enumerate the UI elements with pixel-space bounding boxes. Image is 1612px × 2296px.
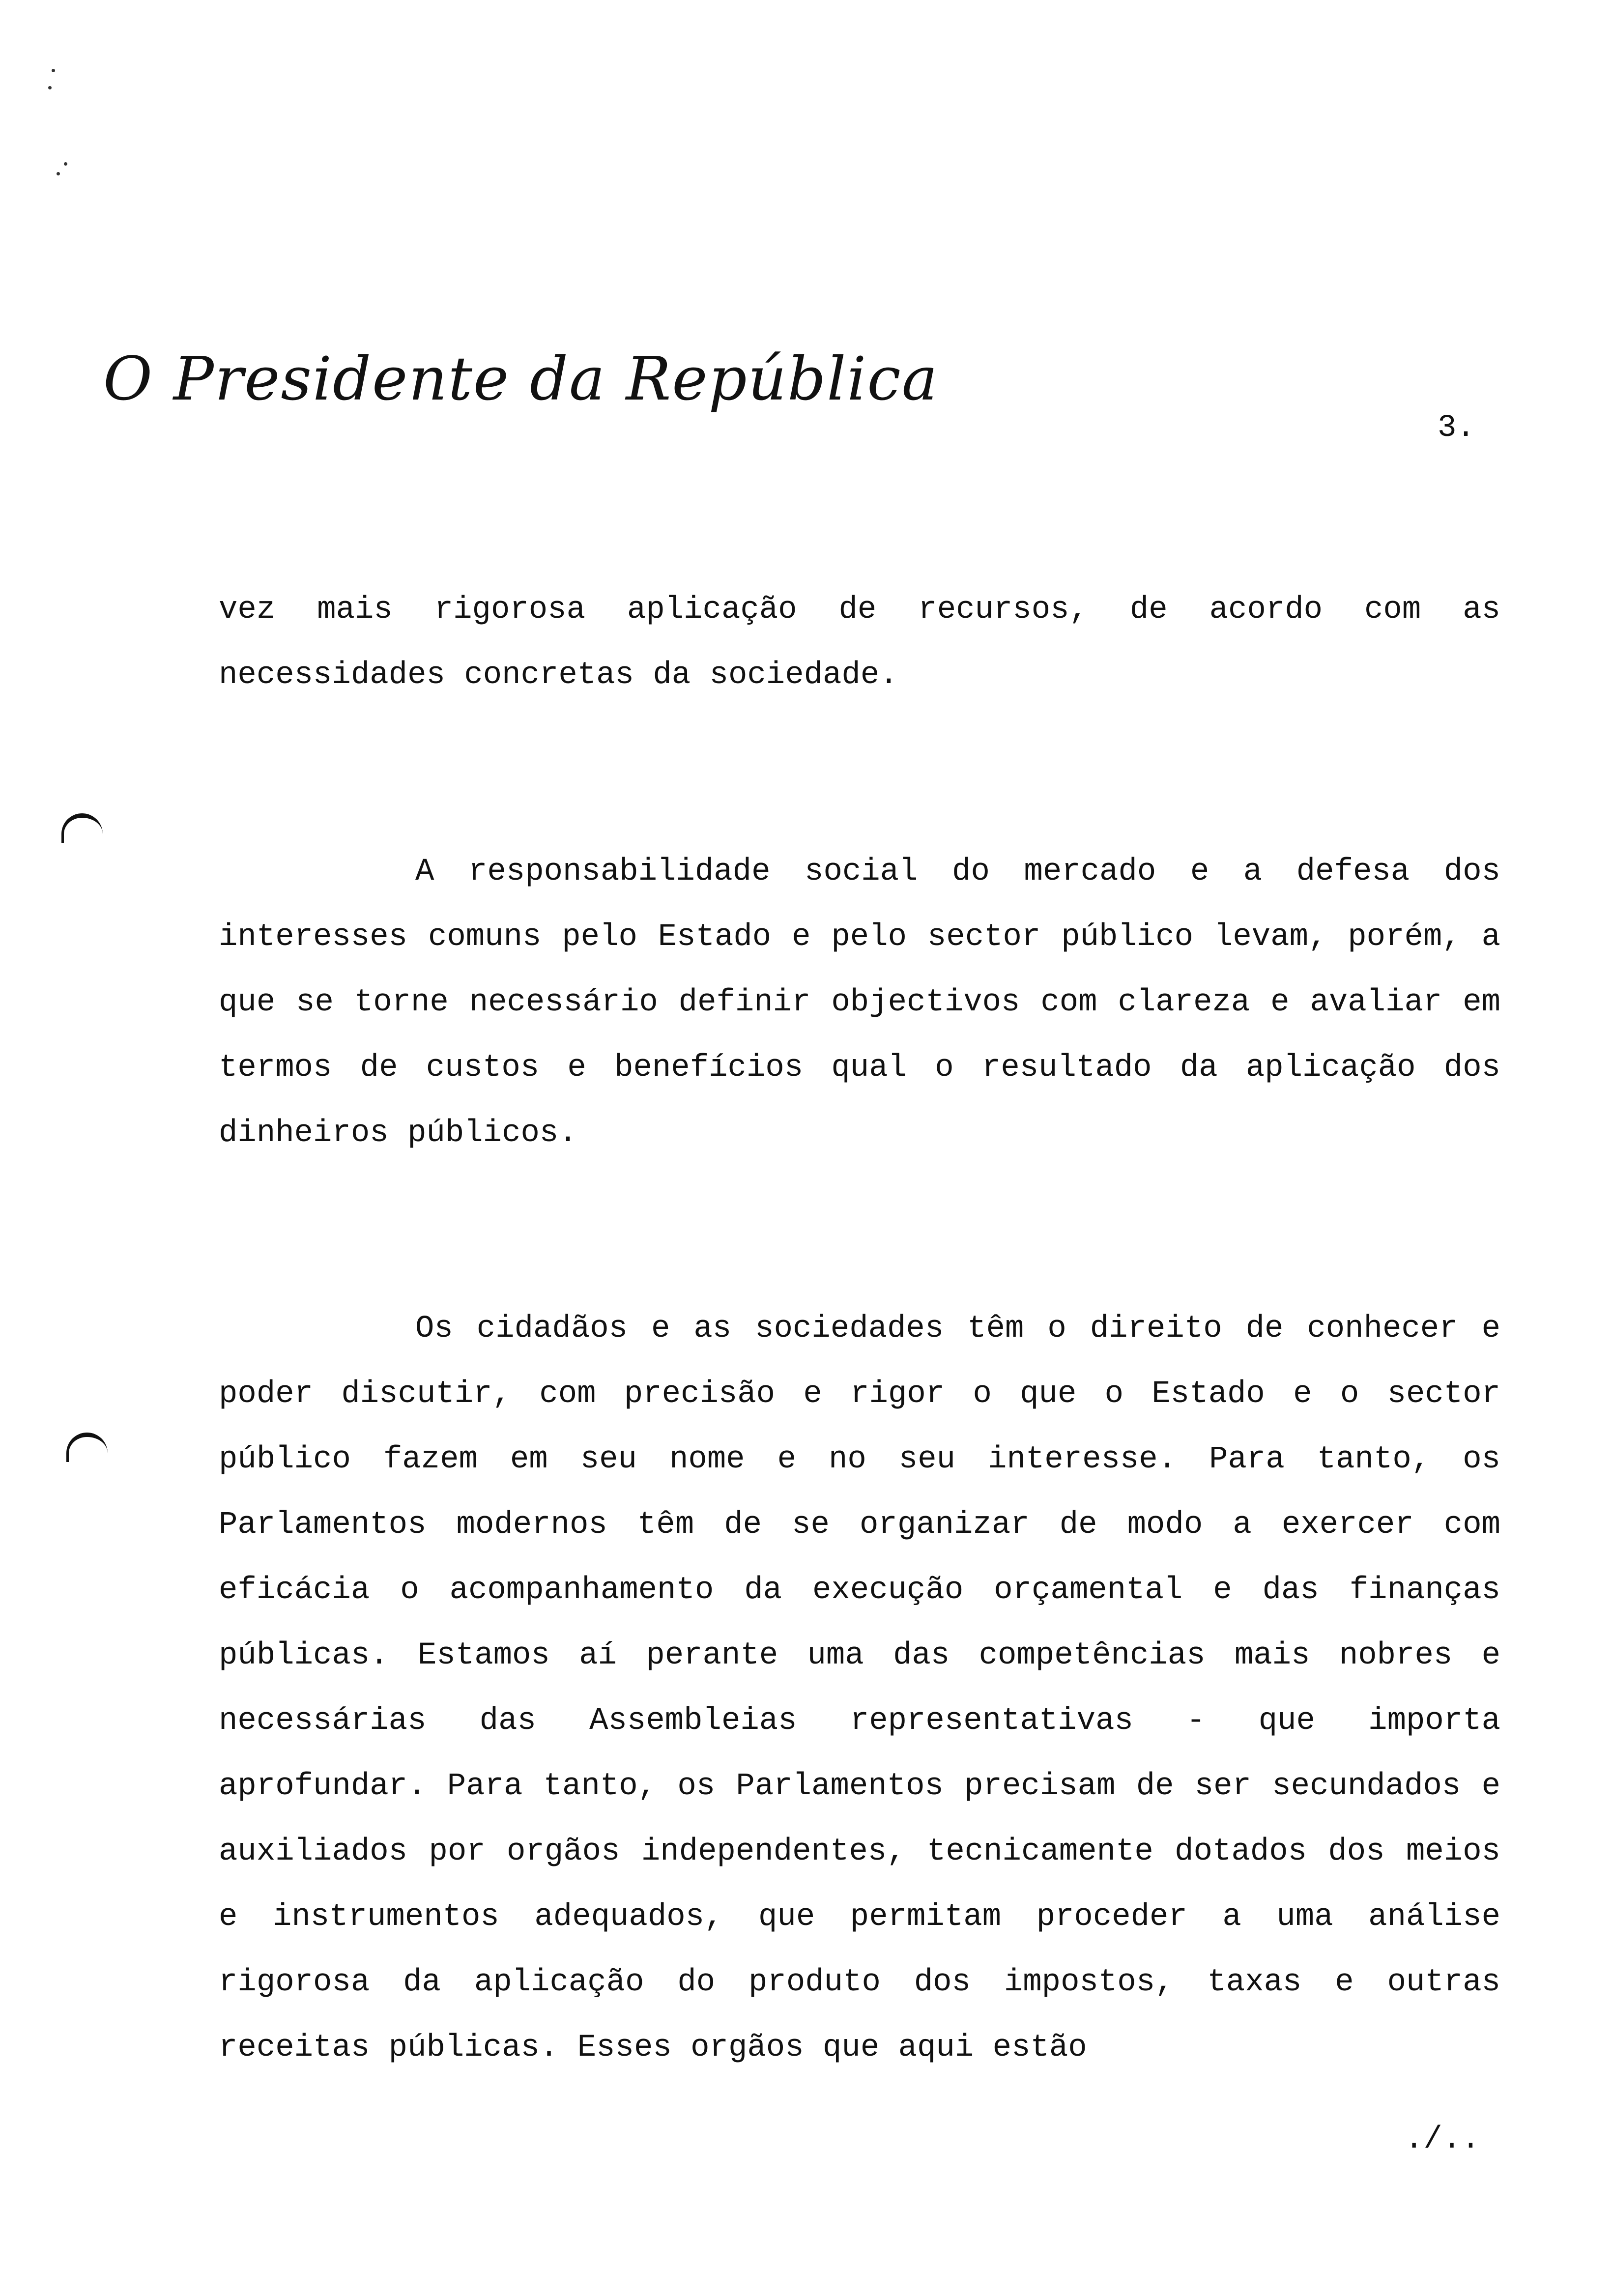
scan-speck [52,69,55,72]
paragraph-2 [219,839,1500,1166]
page-number: 3. [1438,410,1475,446]
letterhead-title: O Presidente da República [103,344,939,414]
scan-speck [48,86,52,89]
scan-speck [64,162,67,166]
paragraph-3 [219,1296,1500,2081]
paragraph-text: A responsabilidade social do mercado e a defesa dos interesses comuns pelo Estado e pelo sector público levam, porém, a que se torne necessário definir objectivos com clareza e avaliar em termos de custos e benefícios qual o resultado da aplicação dos dinheiros públicos. [219,854,1500,1151]
paragraph-1 [219,577,1500,708]
scan-speck [57,172,60,175]
hole-punch-mark [66,1433,108,1462]
paragraph-text: Os cidadãos e as sociedades têm o direito de conhecer e poder discutir, com precisão e rigor o que o Estado e o sector público fazem em seu nome e no seu interesse. Para tanto, os Parlamentos modernos têm de se organizar de modo a exercer com eficácia o acompanhamento da execução orçamental e das finanças públicas. Estamos aí perante uma das competências mais nobres e necessárias das Assembleias representativas - que importa aprofundar. Para tanto, os Parlamentos precisam de ser secundados e auxiliados por orgãos independentes, tecnicamente dotados dos meios e instrumentos adequados, que permitam proceder a uma análise rigorosa da aplicação do produto dos impostos, taxas e outras receitas públicas. Esses orgãos que aqui estão [219,1311,1500,2066]
paragraph-text: vez mais rigorosa aplicação de recursos, de acordo com as necessidades concretas da sociedade. [219,592,1500,693]
hole-punch-mark [61,813,103,843]
continuation-mark: ./.. [1405,2122,1480,2157]
